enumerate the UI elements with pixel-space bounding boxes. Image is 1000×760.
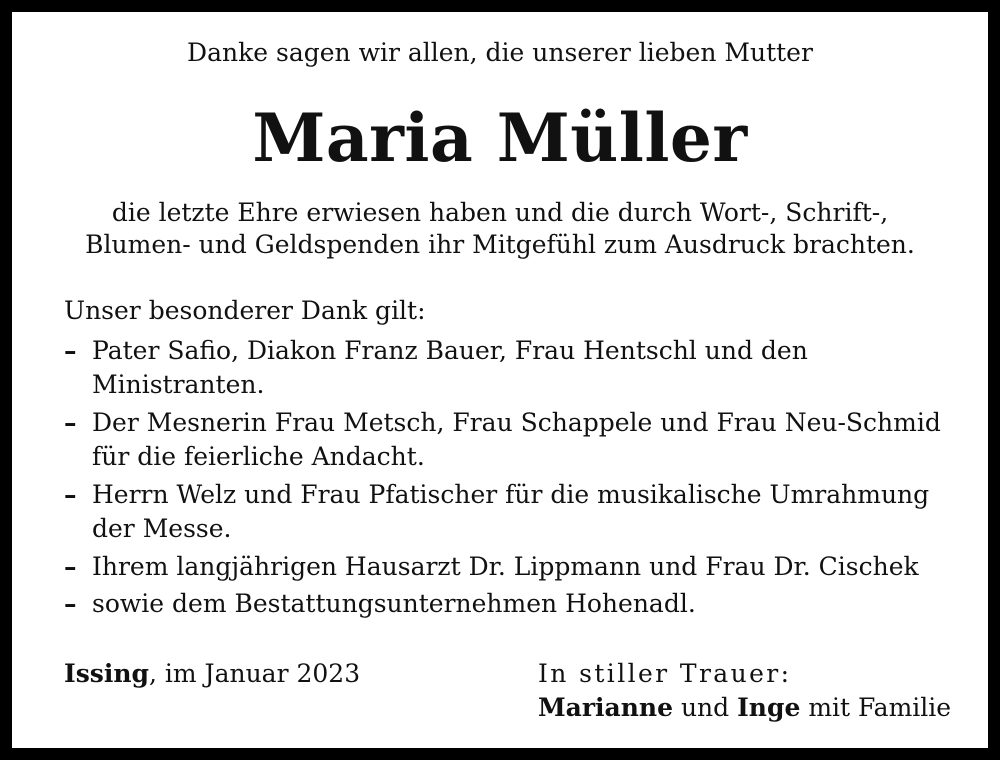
place-name: Issing [64, 659, 149, 688]
place-date [64, 659, 360, 689]
list-item-line: Ministranten. [92, 370, 265, 399]
bullet-dash: – [64, 589, 77, 618]
list-item-line: sowie dem Bestattungsunternehmen Hohenadl. [92, 589, 696, 618]
mourning-label: In stiller Trauer: [538, 659, 792, 688]
family-name-1: Marianne [538, 693, 673, 722]
bullet-dash: – [64, 408, 77, 437]
thanks-line-1: die letzte Ehre erwiesen haben und die durch Wort-, Schrift-, [111, 198, 889, 227]
family-signature [538, 693, 951, 723]
family-name-2: Inge [737, 693, 801, 722]
date-text: , im Januar 2023 [149, 659, 361, 688]
deceased-name: Maria Müller [252, 99, 748, 177]
intro-line: Danke sagen wir allen, die unserer lieben Mutter [187, 38, 813, 67]
family-connector: und [673, 693, 738, 722]
list-item-line: Pater Safio, Diakon Franz Bauer, Frau Hentschl und den [92, 336, 808, 365]
bullet-dash: – [64, 552, 77, 581]
thanks-line-2: Blumen- und Geldspenden ihr Mitgefühl zum Ausdruck brachten. [85, 230, 915, 259]
list-item-line: der Messe. [92, 514, 232, 543]
family-suffix: mit Familie [800, 693, 952, 722]
list-item-line: Ihrem langjährigen Hausarzt Dr. Lippmann und Frau Dr. Cischek [92, 552, 919, 581]
bullet-dash: – [64, 336, 77, 365]
dank-heading: Unser besonderer Dank gilt: [64, 296, 426, 325]
bullet-dash: – [64, 480, 77, 509]
list-item-line: Herrn Welz und Frau Pfatischer für die musikalische Umrahmung [92, 480, 930, 509]
list-item-line: Der Mesnerin Frau Metsch, Frau Schappele und Frau Neu-Schmid [92, 408, 941, 437]
list-item-line: für die feierliche Andacht. [92, 442, 425, 471]
